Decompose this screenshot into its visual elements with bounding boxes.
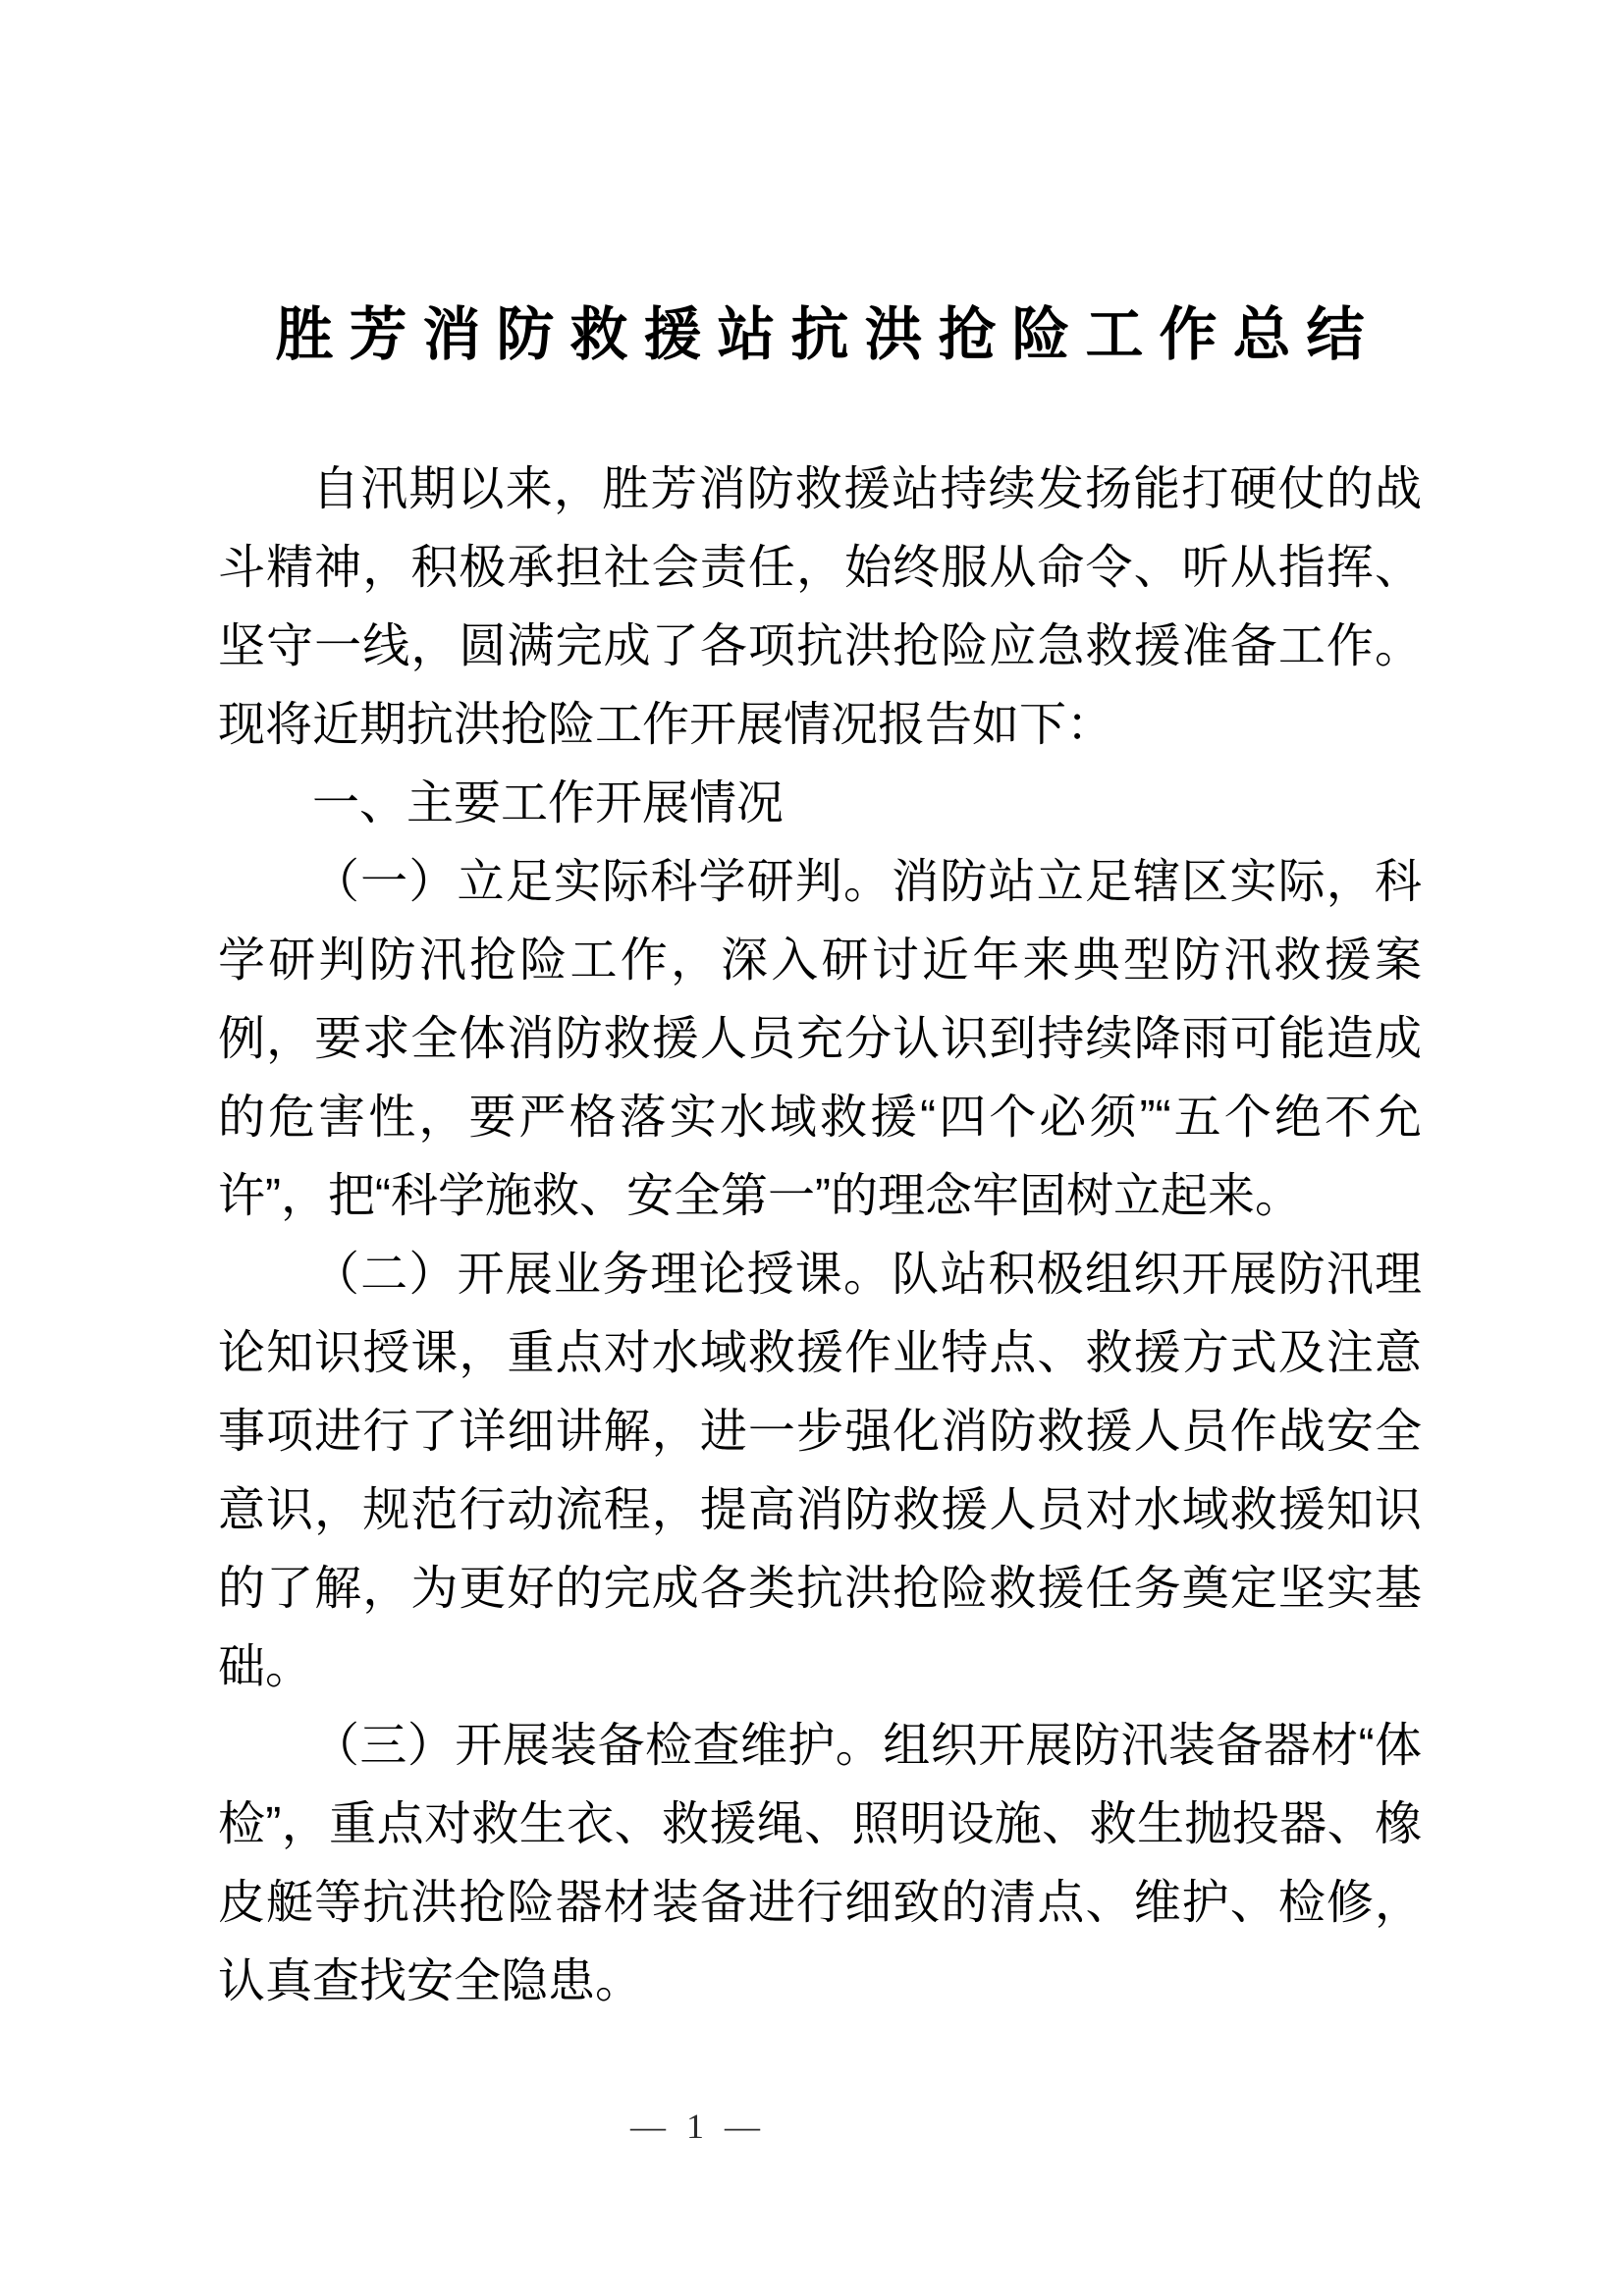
page-title: 胜芳消防救援站抗洪抢险工作总结 (275, 302, 1380, 367)
document-body (218, 451, 1422, 2021)
paragraph-intro: 自汛期以来，胜芳消防救援站持续发扬能打硬仗的战斗精神，积极承担社会责任，始终服从命令、听从指挥、坚守一线，圆满完成了各项抗洪抢险应急救援准备工作。现将近期抗洪抢险工作开展情况报告如下： (218, 463, 1422, 751)
heading-main-work: 一、主要工作开展情况 (312, 777, 785, 829)
paragraph-section-two: （二）开展业务理论授课。队站积极组织开展防汛理论知识授课，重点对水域救援作业特点、救援方式及注意事项进行了详细讲解，进一步强化消防救援人员作战安全意识，规范行动流程，提高消防救援人员对水域救援知识的了解，为更好的完成各类抗洪抢险救援任务奠定坚实基础。 (218, 1249, 1422, 1693)
paragraph-section-one: （一）立足实际科学研判。消防站立足辖区实际，科学研判防汛抢险工作，深入研讨近年来典型防汛救援案例，要求全体消防救援人员充分认识到持续降雨可能造成的危害性，要严格落实水域救援“四个必须”“五个绝不允许”，把“科学施救、安全第一”的理念牢固树立起来。 (218, 856, 1422, 1222)
paragraph-section-three: （三）开展装备检查维护。组织开展防汛装备器材“体检”，重点对救生衣、救援绳、照明设施、救生抛投器、橡皮艇等抗洪抢险器材装备进行细致的清点、维护、检修，认真查找安全隐患。 (218, 1720, 1422, 2007)
page-number: — 1 — (630, 2107, 766, 2146)
page-footer (0, 2109, 1624, 2144)
document-content (218, 0, 1422, 2021)
